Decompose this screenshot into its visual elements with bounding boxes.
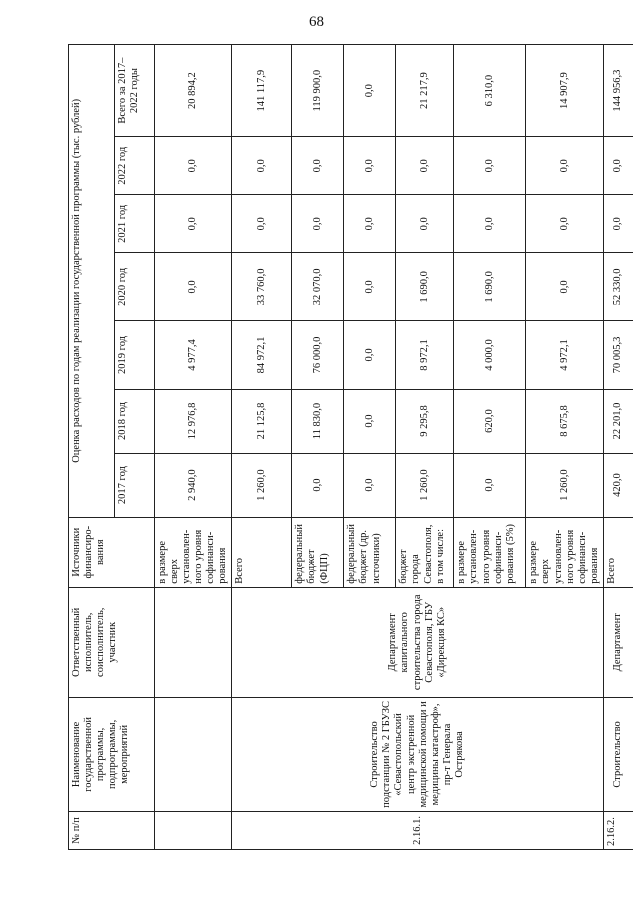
cell-value: 119 900,0	[292, 45, 344, 137]
cell-num: 2.16.1.	[232, 811, 603, 849]
header-year: 2017 год	[115, 453, 155, 517]
cell-value: 0,0	[526, 253, 603, 321]
cell-source: Всего	[603, 517, 633, 587]
cell-value: 84 972,1	[232, 321, 292, 389]
cell-empty	[155, 697, 232, 811]
header-year: 2018 год	[115, 389, 155, 453]
cell-source: в размере установлен-ного уровня софинанси-рования (5%)	[454, 517, 526, 587]
cell-value: 11 830,0	[292, 389, 344, 453]
cell-source: Всего	[232, 517, 292, 587]
cell-value: 0,0	[155, 137, 232, 195]
cell-source: федеральный бюджет (ФЦП)	[292, 517, 344, 587]
cell-empty	[155, 587, 232, 697]
cell-name: Строительство	[603, 697, 633, 811]
cell-value: 0,0	[344, 321, 396, 389]
cell-value: 420,0	[603, 453, 633, 517]
table-row	[155, 45, 232, 850]
cell-value: 21 217,9	[396, 45, 454, 137]
cell-value: 4 000,0	[454, 321, 526, 389]
cell-num: 2.16.2.	[603, 811, 633, 849]
cell-executor: Департамент капитального строительства города Севастополя, ГБУ «Дирекция КС»	[232, 587, 603, 697]
cell-value: 0,0	[396, 195, 454, 253]
cell-value: 14 907,9	[526, 45, 603, 137]
cell-value: 0,0	[344, 253, 396, 321]
cell-value: 0,0	[155, 195, 232, 253]
cell-value: 6 310,0	[454, 45, 526, 137]
cell-value: 0,0	[232, 137, 292, 195]
cell-value: 0,0	[454, 453, 526, 517]
cell-value: 141 117,9	[232, 45, 292, 137]
header-year: 2019 год	[115, 321, 155, 389]
cell-value: 22 201,0	[603, 389, 633, 453]
cell-value: 1 260,0	[526, 453, 603, 517]
cell-executor: Департамент	[603, 587, 633, 697]
cell-value: 1 690,0	[454, 253, 526, 321]
cell-value: 4 977,4	[155, 321, 232, 389]
cell-value: 33 760,0	[232, 253, 292, 321]
budget-table	[68, 44, 633, 850]
cell-name: Строительство подстанции № 2 ГБУЗС «Севастопольский центр экстренной медицинской помощи и медицины катастроф», пр-т Генерала Острякова	[232, 697, 603, 811]
header-year: 2022 год	[115, 137, 155, 195]
cell-source: бюджет города Севастополя, в том числе:	[396, 517, 454, 587]
cell-value: 52 330,0	[603, 253, 633, 321]
cell-value: 76 000,0	[292, 321, 344, 389]
cell-value: 0,0	[344, 195, 396, 253]
table-container	[68, 44, 624, 850]
header-source: Источники финансиро-вания	[69, 517, 155, 587]
cell-value: 9 295,8	[396, 389, 454, 453]
cell-value: 0,0	[344, 389, 396, 453]
cell-value: 20 894,2	[155, 45, 232, 137]
cell-value: 0,0	[454, 137, 526, 195]
cell-source: в размере сверх установлен-ного уровня софинанси-рования	[155, 517, 232, 587]
cell-value: 0,0	[232, 195, 292, 253]
cell-value: 0,0	[454, 195, 526, 253]
header-year: 2020 год	[115, 253, 155, 321]
cell-value: 0,0	[344, 45, 396, 137]
cell-value: 70 005,3	[603, 321, 633, 389]
cell-value: 8 675,8	[526, 389, 603, 453]
cell-value: 12 976,8	[155, 389, 232, 453]
table-row	[603, 45, 633, 850]
cell-value: 0,0	[292, 195, 344, 253]
cell-value: 0,0	[603, 137, 633, 195]
header-num: № п/п	[69, 811, 155, 849]
cell-value: 0,0	[155, 253, 232, 321]
cell-value: 144 956,3	[603, 45, 633, 137]
cell-value: 0,0	[526, 195, 603, 253]
header-executor: Ответственный исполнитель, соисполнитель, участник	[69, 587, 155, 697]
cell-value: 0,0	[344, 453, 396, 517]
header-name: Наименование государственной программы, подпрограммы, мероприятий	[69, 697, 155, 811]
cell-value: 0,0	[292, 137, 344, 195]
rotated-table-frame	[68, 44, 624, 850]
cell-source: федеральный бюджет (др. источники)	[344, 517, 396, 587]
page-number: 68	[309, 14, 324, 30]
cell-value: 0,0	[396, 137, 454, 195]
header-total: Всего за 2017–2022 годы	[115, 45, 155, 137]
header-group: Оценка расходов по годам реализации государственной программы (тыс. рублей)	[69, 45, 115, 518]
cell-value: 0,0	[292, 453, 344, 517]
cell-value: 0,0	[526, 137, 603, 195]
table-row	[232, 45, 292, 850]
cell-empty	[155, 811, 232, 849]
cell-value: 1 260,0	[396, 453, 454, 517]
cell-value: 4 972,1	[526, 321, 603, 389]
cell-value: 2 940,0	[155, 453, 232, 517]
header-year: 2021 год	[115, 195, 155, 253]
cell-value: 0,0	[344, 137, 396, 195]
cell-value: 1 690,0	[396, 253, 454, 321]
cell-value: 0,0	[603, 195, 633, 253]
cell-value: 8 972,1	[396, 321, 454, 389]
cell-value: 32 070,0	[292, 253, 344, 321]
cell-value: 1 260,0	[232, 453, 292, 517]
cell-value: 21 125,8	[232, 389, 292, 453]
cell-value: 620,0	[454, 389, 526, 453]
cell-source: в размере сверх установлен-ного уровня софинанси-рования	[526, 517, 603, 587]
